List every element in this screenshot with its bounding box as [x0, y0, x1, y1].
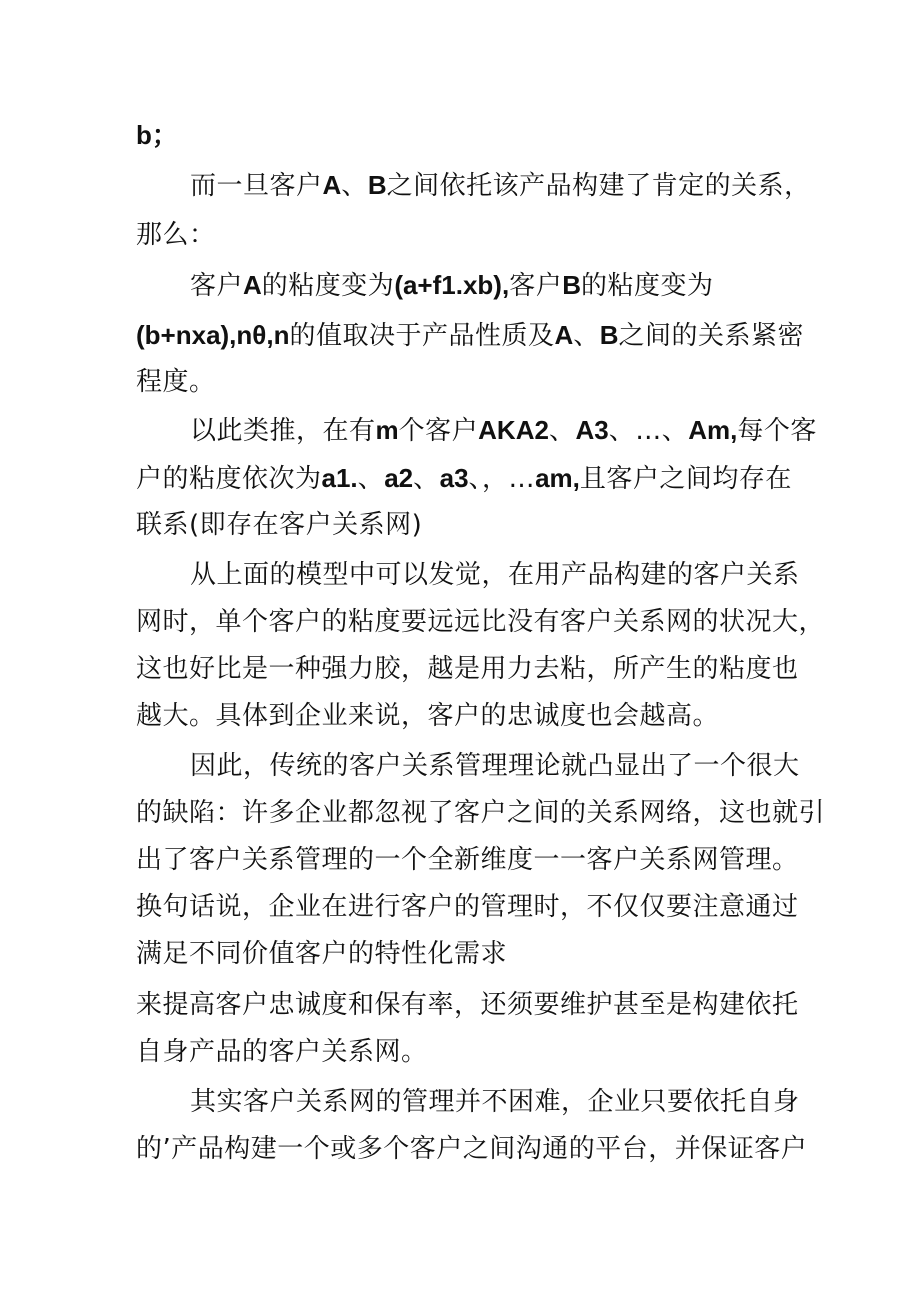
text-line: 其实客户关系网的管理并不困难，企业只要依托自身 [190, 1087, 800, 1117]
text-line: 客户A的粘度变为(a+f1.xb),客户B的粘度变为 [190, 270, 714, 301]
text-line: 那么： [136, 220, 216, 250]
text-line: 越大。具体到企业来说，客户的忠诚度也会越高。 [136, 701, 720, 731]
text-line: 从上面的模型中可以发觉，在用产品构建的客户关系 [190, 560, 800, 590]
text-line: 满足不同价值客户的特性化需求 [136, 939, 508, 969]
text-line: b； [136, 120, 178, 150]
text-line: 网时，单个客户的粘度要远远比没有客户关系网的状况大， [136, 607, 826, 637]
text-line: 这也好比是一种强力胶，越是用力去粘，所产生的粘度也 [136, 654, 799, 684]
text-line: 自身产品的客户关系网。 [136, 1037, 428, 1067]
text-line: 来提高客户忠诚度和保有率，还须要维护甚至是构建依托 [136, 990, 799, 1020]
text-line: 以此类推，在有m个客户AKA2、A3、…、Am,每个客 [190, 415, 817, 446]
text-line: (b+nxa),nθ,n的值取决于产品性质及A、B之间的关系紧密 [136, 320, 805, 351]
text-line: 出了客户关系管理的一个全新维度一一客户关系网管理。 [136, 845, 799, 875]
text-line: 换句话说，企业在进行客户的管理时，不仅仅要注意通过 [136, 892, 799, 922]
text-line: 因此，传统的客户关系管理理论就凸显出了一个很大 [190, 751, 800, 781]
text-line: 程度。 [136, 367, 216, 397]
text-line: 的缺陷：许多企业都忽视了客户之间的关系网络，这也就引 [136, 798, 826, 828]
text-line: 的’产品构建一个或多个客户之间沟通的平台，并保证客户 [136, 1134, 808, 1164]
text-line: 联系(即存在客户关系网) [136, 510, 423, 540]
text-line: 户的粘度依次为a1.、a2、a3、，…am,且客户之间均存在 [136, 463, 792, 494]
text-line: 而一旦客户A、B之间依托该产品构建了肯定的关系， [190, 170, 811, 201]
